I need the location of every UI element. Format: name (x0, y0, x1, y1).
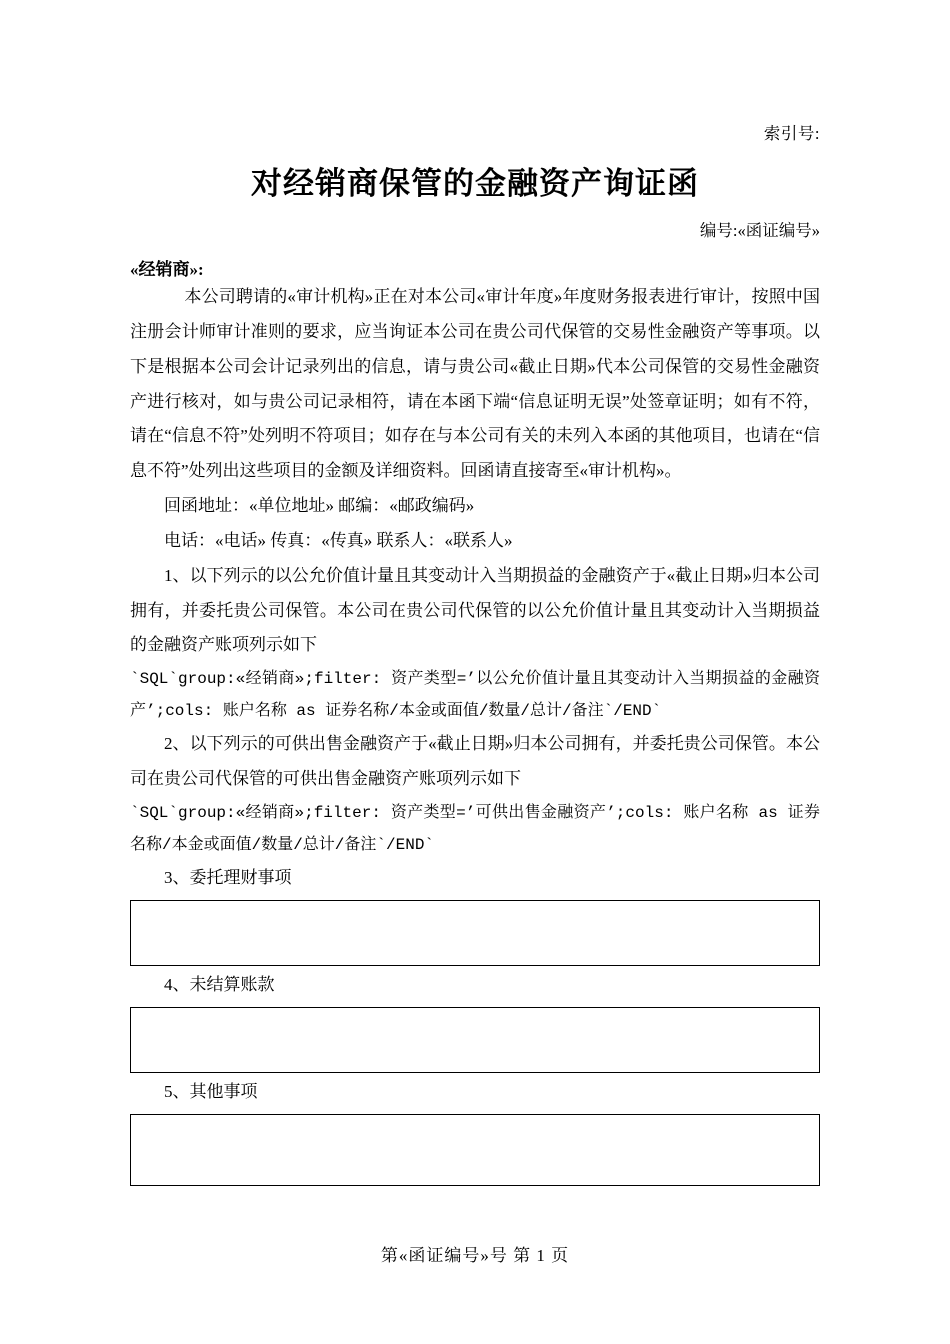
document-content (130, 0, 820, 1188)
reply-address-line: 回函地址：«单位地址» 邮编：«邮政编码» (164, 496, 475, 516)
item-2-text: 2、以下列示的可供出售金融资产于«截止日期»归本公司拥有，并委托贵公司保管。本公司在贵公司代保管的可供出售金融资产账项列示如下 (130, 734, 820, 789)
item-1-text: 1、以下列示的以公允价值计量且其变动计入当期损益的金融资产于«截止日期»归本公司拥有，并委托贵公司保管。本公司在贵公司代保管的以公允价值计量且其变动计入当期损益的金融资产账项列示如下 (130, 565, 820, 655)
main-paragraph: 本公司聘请的«审计机构»正在对本公司«审计年度»年度财务报表进行审计，按照中国注册会计师审计准则的要求，应当询证本公司在贵公司代保管的交易性金融资产等事项。以下是根据本公司会计记录列出的信息，请与贵公司«截止日期»代本公司保管的交易性金融资产进行核对，如与贵公司记录相符，请在本函下端“信息证明无误”处签章证明；如有不符，请在“信息不符”处列明不符项目；如存在与本公司有关的未列入本函的其他项目，也请在“信息不符”处列出这些项目的金额及详细资料。回函请直接寄至«审计机构»。 (130, 287, 820, 481)
item-5-label: 5、其他事项 (164, 1081, 258, 1101)
item-4-label: 4、未结算账款 (164, 974, 275, 994)
item-2-sql-placeholder: `SQL`group:«经销商»;filter: 资产类型=’可供出售金融资产’;cols: 账户名称 as 证券名称/本金或面值/数量/总计/备注`/END` (130, 803, 820, 854)
page-footer: 第«函证编号»号 第 1 页 (380, 1246, 570, 1265)
item-4-answer-box[interactable] (130, 1007, 820, 1073)
item-1-sql-placeholder: `SQL`group:«经销商»;filter: 资产类型=’以公允价值计量且其变动计入当期损益的金融资产’;cols: 账户名称 as 证券名称/本金或面值/数量/总计/备注`/END` (130, 670, 820, 721)
letter-number-label: 编号:«函证编号» (699, 221, 820, 240)
addressee-label: «经销商»: (130, 260, 204, 279)
item-3-answer-box[interactable] (130, 900, 820, 966)
contact-line: 电话：«电话» 传真：«传真» 联系人：«联系人» (164, 530, 513, 550)
index-number-label: 索引号: (763, 124, 820, 143)
item-3-label: 3、委托理财事项 (164, 867, 292, 887)
item-5-answer-box[interactable] (130, 1114, 820, 1186)
page-title: 对经销商保管的金融资产询证函 (251, 166, 699, 201)
